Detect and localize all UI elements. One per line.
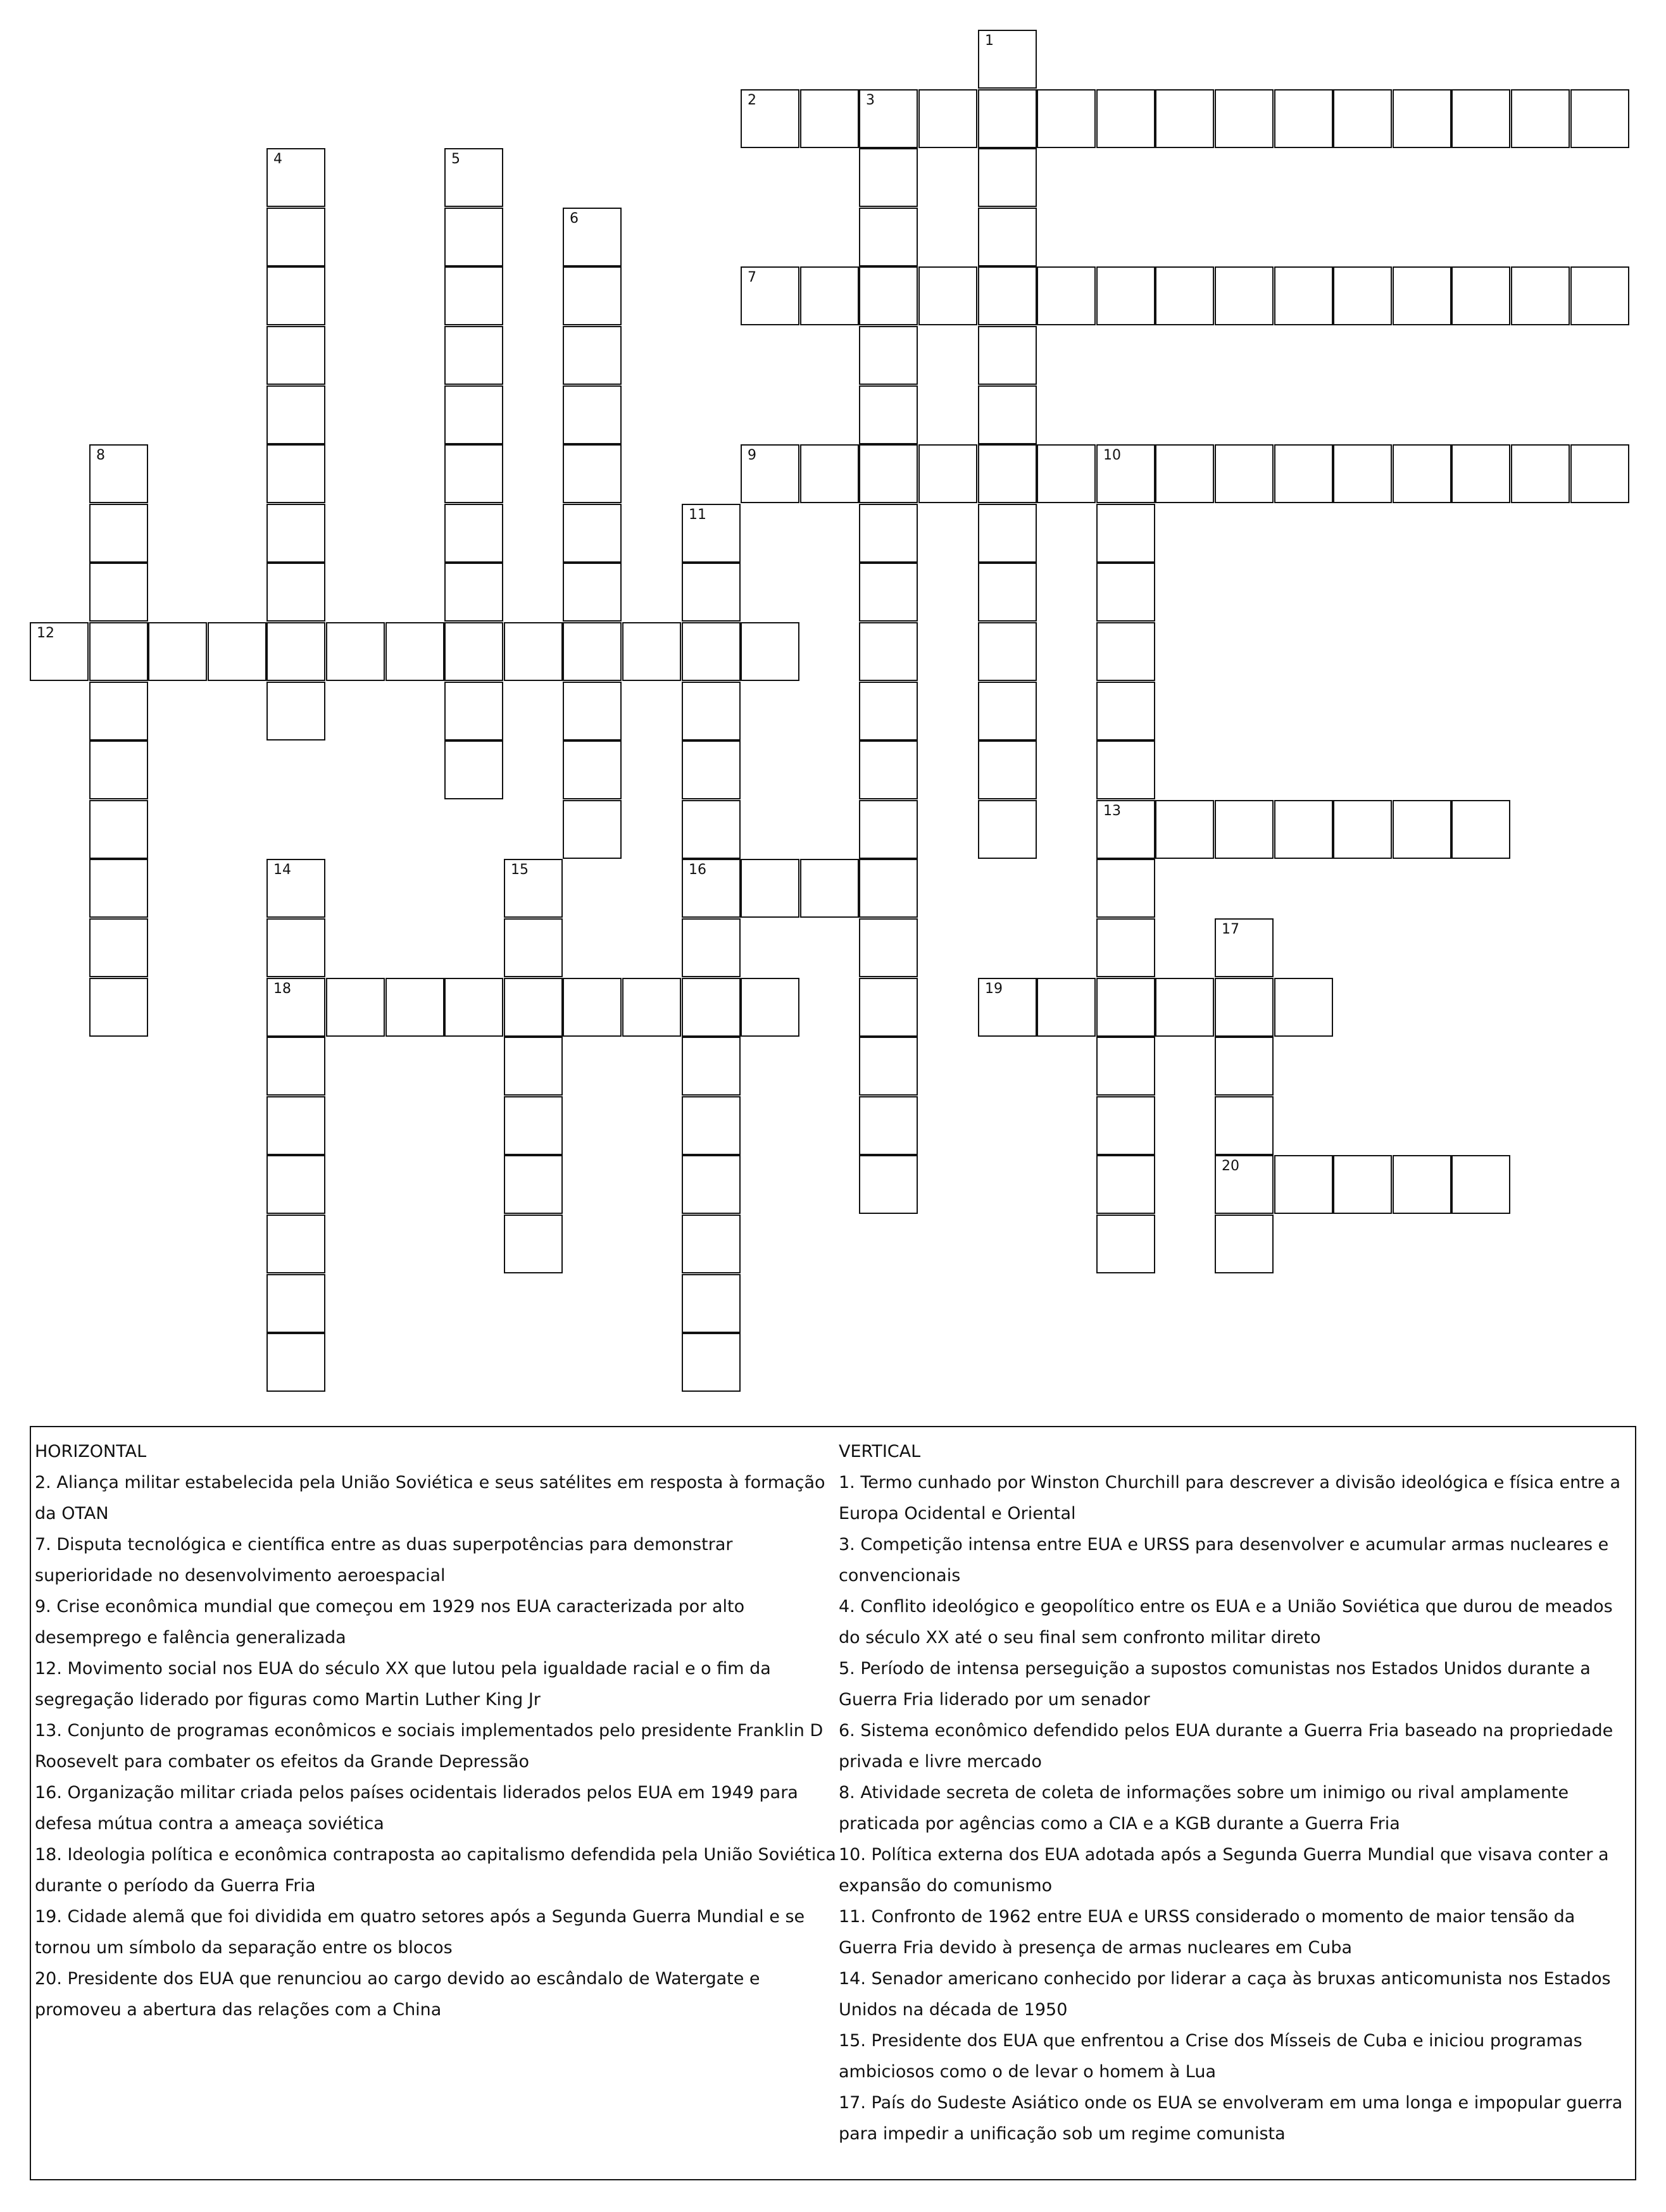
clue-down: 5. Período de intensa perseguição a supostos comunistas nos Estados Unidos durante a Guerra Fria liderado por um senador: [839, 1659, 1591, 1709]
grid-cell[interactable]: [978, 326, 1037, 385]
grid-cell[interactable]: [1274, 444, 1333, 503]
grid-cell[interactable]: [1096, 918, 1155, 977]
grid-cell[interactable]: [1215, 1037, 1274, 1096]
grid-cell[interactable]: [1451, 266, 1510, 325]
grid-cell[interactable]: [682, 1155, 741, 1214]
grid-cell[interactable]: [1393, 800, 1451, 859]
grid-cell[interactable]: [1096, 1037, 1155, 1096]
clue-across: 16. Organização militar criada pelos países ocidentais liderados pelos EUA em 1949 para defesa mútua contra a ameaça soviética: [35, 1783, 798, 1834]
grid-cell[interactable]: [859, 1037, 918, 1096]
grid-cell[interactable]: [682, 1215, 741, 1273]
grid-cell[interactable]: [563, 622, 622, 681]
grid-cell[interactable]: [1393, 89, 1451, 148]
grid-cell[interactable]: [978, 800, 1037, 859]
grid-cell[interactable]: [1215, 918, 1274, 977]
grid-cell[interactable]: [444, 266, 503, 325]
grid-cell[interactable]: [1096, 1155, 1155, 1214]
grid-cell[interactable]: [1096, 978, 1155, 1037]
clue-number: 17: [1222, 922, 1239, 937]
grid-cell[interactable]: [1215, 1096, 1274, 1155]
grid-cell[interactable]: [622, 978, 681, 1037]
clue-across: 13. Conjunto de programas econômicos e sociais implementados pelo presidente Franklin D Roosevelt para combater os efeitos da Grande Depressão: [35, 1721, 824, 1771]
grid-cell[interactable]: [918, 266, 977, 325]
grid-cell[interactable]: [1155, 444, 1214, 503]
horizontal-clues: [35, 1436, 839, 2025]
grid-cell[interactable]: [89, 859, 148, 918]
grid-cell[interactable]: [266, 148, 325, 207]
clue-across: 12. Movimento social nos EUA do século XX que lutou pela igualdade racial e o fim da segregação liderado por figuras como Martin Luther King Jr: [35, 1659, 771, 1709]
grid-cell[interactable]: [266, 859, 325, 918]
clue-across: 2. Aliança militar estabelecida pela União Soviética e seus satélites em resposta à formação da OTAN: [35, 1473, 825, 1523]
grid-cell[interactable]: [978, 148, 1037, 207]
grid-cell[interactable]: [1096, 1096, 1155, 1155]
grid-cell[interactable]: [444, 622, 503, 681]
grid-cell[interactable]: [266, 1155, 325, 1214]
grid-cell[interactable]: [444, 563, 503, 622]
vertical-clues: [839, 1436, 1630, 2149]
grid-cell[interactable]: [1333, 89, 1392, 148]
clue-number: 4: [273, 151, 282, 167]
grid-cell[interactable]: [563, 740, 622, 799]
grid-cell[interactable]: [444, 444, 503, 503]
grid-cell[interactable]: [89, 682, 148, 740]
grid-cell[interactable]: [1096, 1215, 1155, 1273]
grid-cell[interactable]: [1096, 444, 1155, 503]
grid-cell[interactable]: [800, 89, 859, 148]
grid-cell[interactable]: [1155, 266, 1214, 325]
grid-cell[interactable]: [266, 1096, 325, 1155]
grid-cell[interactable]: [504, 1096, 563, 1155]
clue-number: 10: [1103, 447, 1121, 463]
grid-cell[interactable]: [1096, 859, 1155, 918]
grid-cell[interactable]: [1511, 89, 1570, 148]
grid-cell[interactable]: [1274, 800, 1333, 859]
grid-cell[interactable]: [978, 266, 1037, 325]
grid-cell[interactable]: [1451, 444, 1510, 503]
grid-cell[interactable]: [504, 622, 563, 681]
grid-cell[interactable]: [859, 148, 918, 207]
clue-down: 17. País do Sudeste Asiático onde os EUA se envolveram em uma longa e impopular guerra para impedir a unificação sob um regime comunista: [839, 2093, 1623, 2144]
grid-cell[interactable]: [266, 563, 325, 622]
grid-cell[interactable]: [1155, 800, 1214, 859]
grid-cell[interactable]: [978, 444, 1037, 503]
grid-cell[interactable]: [1096, 266, 1155, 325]
grid-cell[interactable]: [444, 385, 503, 444]
horizontal-heading: HORIZONTAL: [35, 1442, 147, 1461]
clue-number: 5: [451, 151, 460, 167]
grid-cell[interactable]: [326, 978, 385, 1037]
grid-cell[interactable]: [1333, 800, 1392, 859]
clue-across: 18. Ideologia política e econômica contraposta ao capitalismo defendida pela União Soviética durante o período da Guerra Fria: [35, 1845, 836, 1896]
grid-cell[interactable]: [1096, 504, 1155, 563]
grid-cell[interactable]: [1037, 89, 1096, 148]
grid-cell[interactable]: [1096, 740, 1155, 799]
grid-cell[interactable]: [385, 978, 444, 1037]
grid-cell[interactable]: [1393, 1155, 1451, 1214]
grid-cell[interactable]: [563, 504, 622, 563]
grid-cell[interactable]: [1451, 89, 1510, 148]
grid-cell[interactable]: [444, 208, 503, 266]
grid-cell[interactable]: [682, 740, 741, 799]
grid-cell[interactable]: [741, 444, 799, 503]
grid-cell[interactable]: [1096, 563, 1155, 622]
grid-cell[interactable]: [978, 563, 1037, 622]
grid-cell[interactable]: [444, 978, 503, 1037]
grid-cell[interactable]: [859, 859, 918, 918]
grid-cell[interactable]: [563, 266, 622, 325]
clue-number: 13: [1103, 803, 1121, 819]
grid-cell[interactable]: [1511, 444, 1570, 503]
grid-cell[interactable]: [563, 208, 622, 266]
grid-cell[interactable]: [504, 1037, 563, 1096]
grid-cell[interactable]: [266, 1037, 325, 1096]
clue-number: 19: [985, 981, 1003, 997]
grid-cell[interactable]: [741, 89, 799, 148]
grid-cell[interactable]: [1096, 89, 1155, 148]
grid-cell[interactable]: [682, 1037, 741, 1096]
grid-cell[interactable]: [1511, 266, 1570, 325]
grid-cell[interactable]: [1215, 89, 1274, 148]
grid-cell[interactable]: [563, 326, 622, 385]
clue-across: 19. Cidade alemã que foi dividida em quatro setores após a Segunda Guerra Mundial e se tornou um símbolo da separação entre os blocos: [35, 1907, 805, 1958]
grid-cell[interactable]: [682, 800, 741, 859]
grid-cell[interactable]: [1155, 978, 1214, 1037]
clue-number: 7: [748, 270, 756, 285]
clue-number: 6: [570, 211, 579, 227]
grid-cell[interactable]: [859, 800, 918, 859]
grid-cell[interactable]: [859, 622, 918, 681]
grid-cell[interactable]: [978, 978, 1037, 1037]
grid-cell[interactable]: [682, 563, 741, 622]
grid-cell[interactable]: [1393, 444, 1451, 503]
grid-cell[interactable]: [444, 682, 503, 740]
clue-number: 14: [273, 862, 291, 878]
grid-cell[interactable]: [385, 622, 444, 681]
grid-cell[interactable]: [859, 1155, 918, 1214]
grid-cell[interactable]: [859, 563, 918, 622]
grid-cell[interactable]: [504, 1155, 563, 1214]
grid-cell[interactable]: [266, 1333, 325, 1392]
grid-cell[interactable]: [741, 266, 799, 325]
grid-cell[interactable]: [1037, 978, 1096, 1037]
grid-cell[interactable]: [563, 682, 622, 740]
clue-across: 20. Presidente dos EUA que renunciou ao cargo devido ao escândalo de Watergate e promoveu a abertura das relações com a China: [35, 1969, 760, 2020]
grid-cell[interactable]: [859, 89, 918, 148]
grid-cell[interactable]: [741, 978, 799, 1037]
grid-cell[interactable]: [89, 622, 148, 681]
grid-cell[interactable]: [266, 978, 325, 1037]
grid-cell[interactable]: [266, 1215, 325, 1273]
grid-cell[interactable]: [89, 978, 148, 1037]
grid-cell[interactable]: [1333, 266, 1392, 325]
clue-number: 20: [1222, 1158, 1239, 1174]
clue-down: 10. Política externa dos EUA adotada após a Segunda Guerra Mundial que visava conter a expansão do comunismo: [839, 1845, 1609, 1896]
grid-cell[interactable]: [1215, 1155, 1274, 1214]
grid-cell[interactable]: [1215, 444, 1274, 503]
grid-cell[interactable]: [800, 444, 859, 503]
clue-down: 14. Senador americano conhecido por liderar a caça às bruxas anticomunista nos Estados Unidos na década de 1950: [839, 1969, 1611, 2020]
grid-cell[interactable]: [444, 740, 503, 799]
grid-cell[interactable]: [89, 918, 148, 977]
clue-down: 3. Competição intensa entre EUA e URSS para desenvolver e acumular armas nucleares e convencionais: [839, 1535, 1609, 1585]
clue-number: 9: [748, 447, 756, 463]
grid-cell[interactable]: [89, 504, 148, 563]
grid-cell[interactable]: [266, 385, 325, 444]
grid-cell[interactable]: [444, 504, 503, 563]
grid-cell[interactable]: [978, 740, 1037, 799]
grid-cell[interactable]: [682, 1333, 741, 1392]
grid-cell[interactable]: [682, 859, 741, 918]
grid-cell[interactable]: [1333, 444, 1392, 503]
grid-cell[interactable]: [266, 622, 325, 681]
clue-number: 3: [866, 92, 875, 108]
grid-cell[interactable]: [1155, 89, 1214, 148]
grid-cell[interactable]: [859, 740, 918, 799]
vertical-heading: VERTICAL: [839, 1442, 921, 1461]
grid-cell[interactable]: [741, 859, 799, 918]
grid-cell[interactable]: [266, 682, 325, 740]
clue-down: 1. Termo cunhado por Winston Churchill para descrever a divisão ideológica e física entre a Europa Ocidental e Oriental: [839, 1473, 1621, 1523]
clue-across: 7. Disputa tecnológica e científica entre as duas superpotências para demonstrar superioridade no desenvolvimento aeroespacial: [35, 1535, 733, 1585]
grid-cell[interactable]: [682, 918, 741, 977]
grid-cell[interactable]: [800, 266, 859, 325]
grid-cell[interactable]: [563, 385, 622, 444]
grid-cell[interactable]: [859, 266, 918, 325]
clue-down: 8. Atividade secreta de coleta de informações sobre um inimigo ou rival amplamente praticada por agências como a CIA e a KGB durante a Guerra Fria: [839, 1783, 1569, 1834]
clue-down: 6. Sistema econômico defendido pelos EUA durante a Guerra Fria baseado na propriedade privada e livre mercado: [839, 1721, 1613, 1771]
grid-cell[interactable]: [1570, 444, 1629, 503]
grid-cell[interactable]: [266, 208, 325, 266]
grid-cell[interactable]: [978, 89, 1037, 148]
grid-cell[interactable]: [1096, 622, 1155, 681]
grid-cell[interactable]: [859, 326, 918, 385]
grid-cell[interactable]: [682, 1274, 741, 1333]
grid-cell[interactable]: [266, 326, 325, 385]
clue-number: 12: [37, 625, 54, 641]
clue-number: 16: [689, 862, 706, 878]
grid-cell[interactable]: [1570, 266, 1629, 325]
clue-number: 18: [273, 981, 291, 997]
grid-cell[interactable]: [682, 622, 741, 681]
grid-cell[interactable]: [1215, 978, 1274, 1037]
grid-cell[interactable]: [266, 444, 325, 503]
grid-cell[interactable]: [741, 622, 799, 681]
grid-cell[interactable]: [1274, 89, 1333, 148]
grid-cell[interactable]: [978, 385, 1037, 444]
grid-cell[interactable]: [208, 622, 266, 681]
grid-cell[interactable]: [563, 444, 622, 503]
grid-cell[interactable]: [1451, 1155, 1510, 1214]
grid-cell[interactable]: [266, 266, 325, 325]
clues-box: [30, 1426, 1636, 2180]
grid-cell[interactable]: [978, 622, 1037, 681]
grid-cell[interactable]: [859, 682, 918, 740]
grid-cell[interactable]: [1215, 800, 1274, 859]
grid-cell[interactable]: [1333, 1155, 1392, 1214]
grid-cell[interactable]: [89, 800, 148, 859]
grid-cell[interactable]: [444, 326, 503, 385]
clue-down: 15. Presidente dos EUA que enfrentou a Crise dos Mísseis de Cuba e iniciou programas ambiciosos como o de levar o homem à Lua: [839, 2031, 1582, 2082]
grid-cell[interactable]: [1096, 682, 1155, 740]
grid-cell[interactable]: [1274, 266, 1333, 325]
grid-cell[interactable]: [266, 504, 325, 563]
grid-cell[interactable]: [563, 800, 622, 859]
clue-number: 15: [511, 862, 529, 878]
grid-cell[interactable]: [504, 859, 563, 918]
clue-down: 4. Conflito ideológico e geopolítico entre os EUA e a União Soviética que durou de meados do século XX até o seu final sem confronto militar direto: [839, 1597, 1613, 1647]
grid-cell[interactable]: [978, 30, 1037, 89]
grid-cell[interactable]: [504, 1215, 563, 1273]
grid-cell[interactable]: [504, 918, 563, 977]
grid-cell[interactable]: [859, 208, 918, 266]
grid-cell[interactable]: [148, 622, 207, 681]
grid-cell[interactable]: [89, 444, 148, 503]
grid-cell[interactable]: [1037, 444, 1096, 503]
grid-cell[interactable]: [859, 978, 918, 1037]
grid-cell[interactable]: [859, 1096, 918, 1155]
grid-cell[interactable]: [563, 563, 622, 622]
grid-cell[interactable]: [859, 385, 918, 444]
grid-cell[interactable]: [800, 859, 859, 918]
clue-number: 2: [748, 92, 756, 108]
clue-number: 11: [689, 507, 706, 523]
grid-cell[interactable]: [978, 208, 1037, 266]
grid-cell[interactable]: [1570, 89, 1629, 148]
grid-cell[interactable]: [1393, 266, 1451, 325]
grid-cell[interactable]: [504, 978, 563, 1037]
grid-cell[interactable]: [1215, 266, 1274, 325]
grid-cell[interactable]: [444, 148, 503, 207]
grid-cell[interactable]: [918, 89, 977, 148]
grid-cell[interactable]: [682, 504, 741, 563]
grid-cell[interactable]: [89, 740, 148, 799]
grid-cell[interactable]: [682, 1096, 741, 1155]
grid-cell[interactable]: [978, 682, 1037, 740]
grid-cell[interactable]: [682, 978, 741, 1037]
grid-cell[interactable]: [563, 978, 622, 1037]
clue-number: 8: [96, 447, 105, 463]
grid-cell[interactable]: [918, 444, 977, 503]
grid-cell[interactable]: [30, 622, 89, 681]
grid-cell[interactable]: [1274, 1155, 1333, 1214]
grid-cell[interactable]: [859, 918, 918, 977]
grid-cell[interactable]: [1451, 800, 1510, 859]
grid-cell[interactable]: [622, 622, 681, 681]
grid-cell[interactable]: [682, 682, 741, 740]
grid-cell[interactable]: [859, 444, 918, 503]
clue-down: 11. Confronto de 1962 entre EUA e URSS considerado o momento de maior tensão da Guerra Fria devido à presença de armas nucleares em Cuba: [839, 1907, 1575, 1958]
clue-across: 9. Crise econômica mundial que começou em 1929 nos EUA caracterizada por alto desemprego e falência generalizada: [35, 1597, 745, 1647]
grid-cell[interactable]: [89, 563, 148, 622]
grid-cell[interactable]: [1274, 978, 1333, 1037]
grid-cell[interactable]: [1037, 266, 1096, 325]
grid-cell[interactable]: [326, 622, 385, 681]
grid-cell[interactable]: [266, 1274, 325, 1333]
clue-number: 1: [985, 33, 994, 49]
grid-cell[interactable]: [859, 504, 918, 563]
grid-cell[interactable]: [266, 918, 325, 977]
grid-cell[interactable]: [1096, 800, 1155, 859]
grid-cell[interactable]: [1215, 1215, 1274, 1273]
grid-cell[interactable]: [978, 504, 1037, 563]
